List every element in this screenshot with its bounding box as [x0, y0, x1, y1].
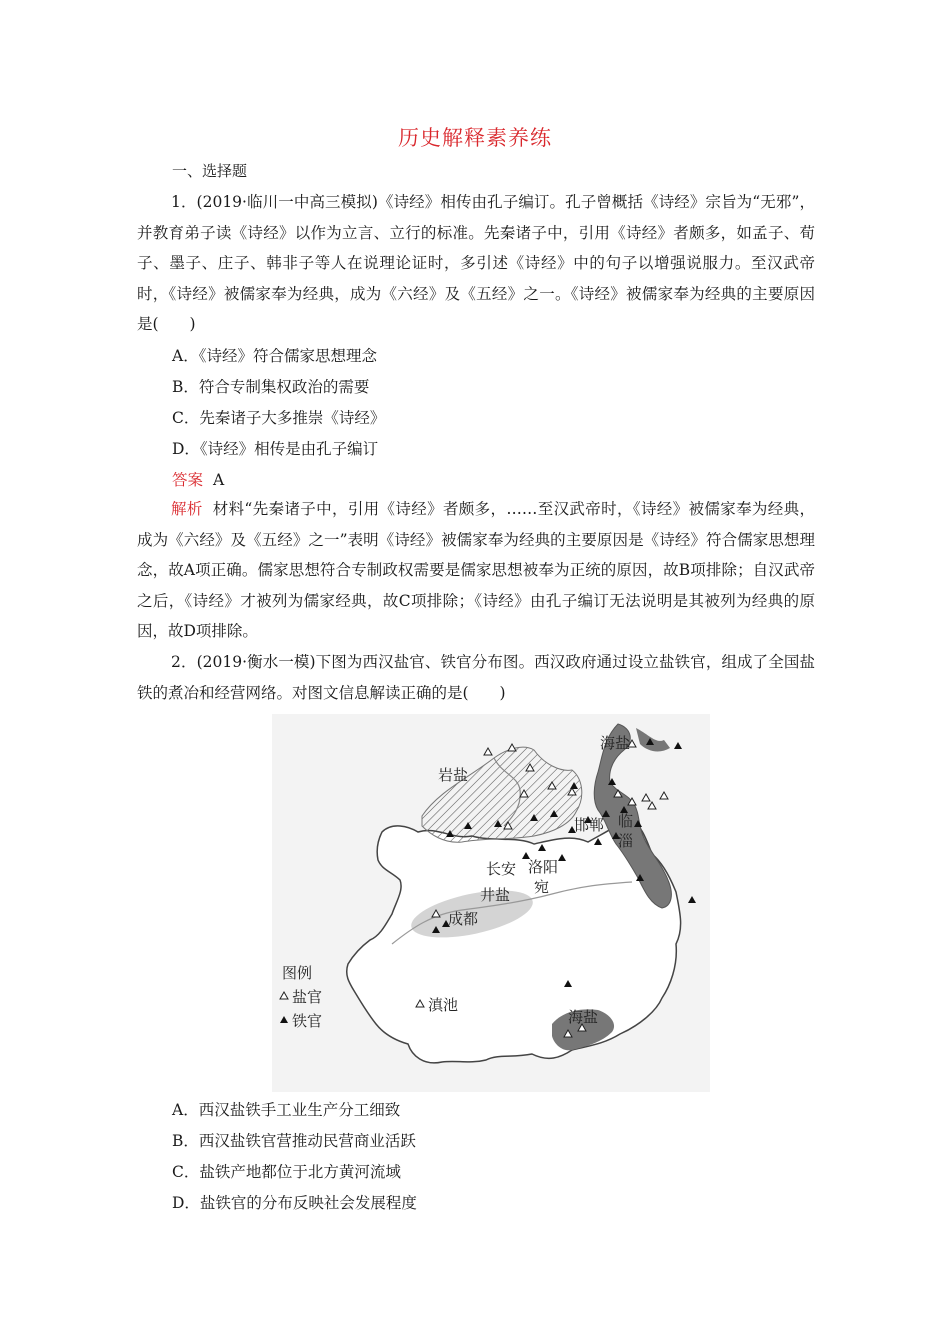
label-haiyan-south: 海盐 [568, 1008, 599, 1026]
q1-analysis [137, 494, 815, 647]
q2-option-b: B．西汉盐铁官营推动民营商业活跃 [172, 1132, 416, 1150]
label-yanyan: 岩盐 [438, 766, 469, 784]
legend-salt-label: 盐官 [292, 988, 323, 1006]
legend-iron-label: 铁官 [292, 1012, 323, 1030]
page-title: 历史解释素养练 [398, 126, 552, 150]
label-linzi-1: 临 [618, 812, 634, 830]
label-haiyan-north: 海盐 [600, 734, 631, 752]
label-dianchi: 滇池 [428, 996, 459, 1014]
q1-option-d: D．《诗经》相传是由孔子编订 [172, 440, 379, 458]
label-chengdu: 成都 [448, 910, 479, 928]
label-linzi-2: 淄 [618, 832, 634, 850]
answer-label: 答案 [172, 471, 204, 489]
analysis-text: 材料“先秦诸子中，引用《诗经》者颇多，……至汉武帝时，《诗经》被儒家奉为经典，成为《六经》及《五经》之一”表明《诗经》被儒家奉为经典的主要原因是《诗经》符合儒家思想理念，故A项正确。儒家思想符合专制政权需要是儒家思想被奉为正统的原因，故B项排除；自汉武帝之后，《诗经》才被列为儒家经典，故C项排除；《诗经》由孔子编订无法说明是其被列为经典的原因，故D项排除。 [137, 500, 815, 640]
label-luoyang: 洛阳 [528, 858, 559, 876]
q1-option-b: B．符合专制集权政治的需要 [172, 378, 370, 396]
q1-option-c: C．先秦诸子大多推崇《诗经》 [172, 409, 386, 427]
question-1-stem: 1．(2019·临川一中高三模拟)《诗经》相传由孔子编订。孔子曾概括《诗经》宗旨为“无邪”，并教育弟子读《诗经》以作为立言、立行的标准。先秦诸子中，引用《诗经》者颇多，如孟子、荀子、墨子、庄子、韩非子等人在说理论证时，多引述《诗经》中的句子以增强说服力。至汉武帝时，《诗经》被儒家奉为经典，成为《六经》及《五经》之一。《诗经》被儒家奉为经典的主要原因是( ) [137, 193, 815, 333]
answer-value: A [213, 471, 225, 489]
analysis-label: 解析 [171, 500, 203, 518]
q1-option-a: A．《诗经》符合儒家思想理念 [172, 347, 377, 365]
q2-option-a: A．西汉盐铁手工业生产分工细致 [172, 1101, 401, 1119]
label-changan: 长安 [486, 860, 517, 878]
question-2-stem: 2．(2019·衡水一模)下图为西汉盐官、铁官分布图。西汉政府通过设立盐铁官，组成了全国盐铁的煮冶和经营网络。对图文信息解读正确的是( ) [137, 653, 815, 702]
salt-iron-map [272, 714, 710, 1092]
label-handan: 邯郸 [574, 816, 605, 834]
label-jingyan: 井盐 [480, 886, 511, 904]
q2-option-c: C．盐铁产地都位于北方黄河流域 [172, 1163, 401, 1181]
label-wan: 宛 [534, 878, 550, 896]
legend-title: 图例 [282, 964, 313, 982]
q2-option-d: D．盐铁官的分布反映社会发展程度 [172, 1194, 417, 1212]
section-heading: 一、选择题 [172, 162, 248, 180]
q1-answer-line [172, 468, 224, 490]
